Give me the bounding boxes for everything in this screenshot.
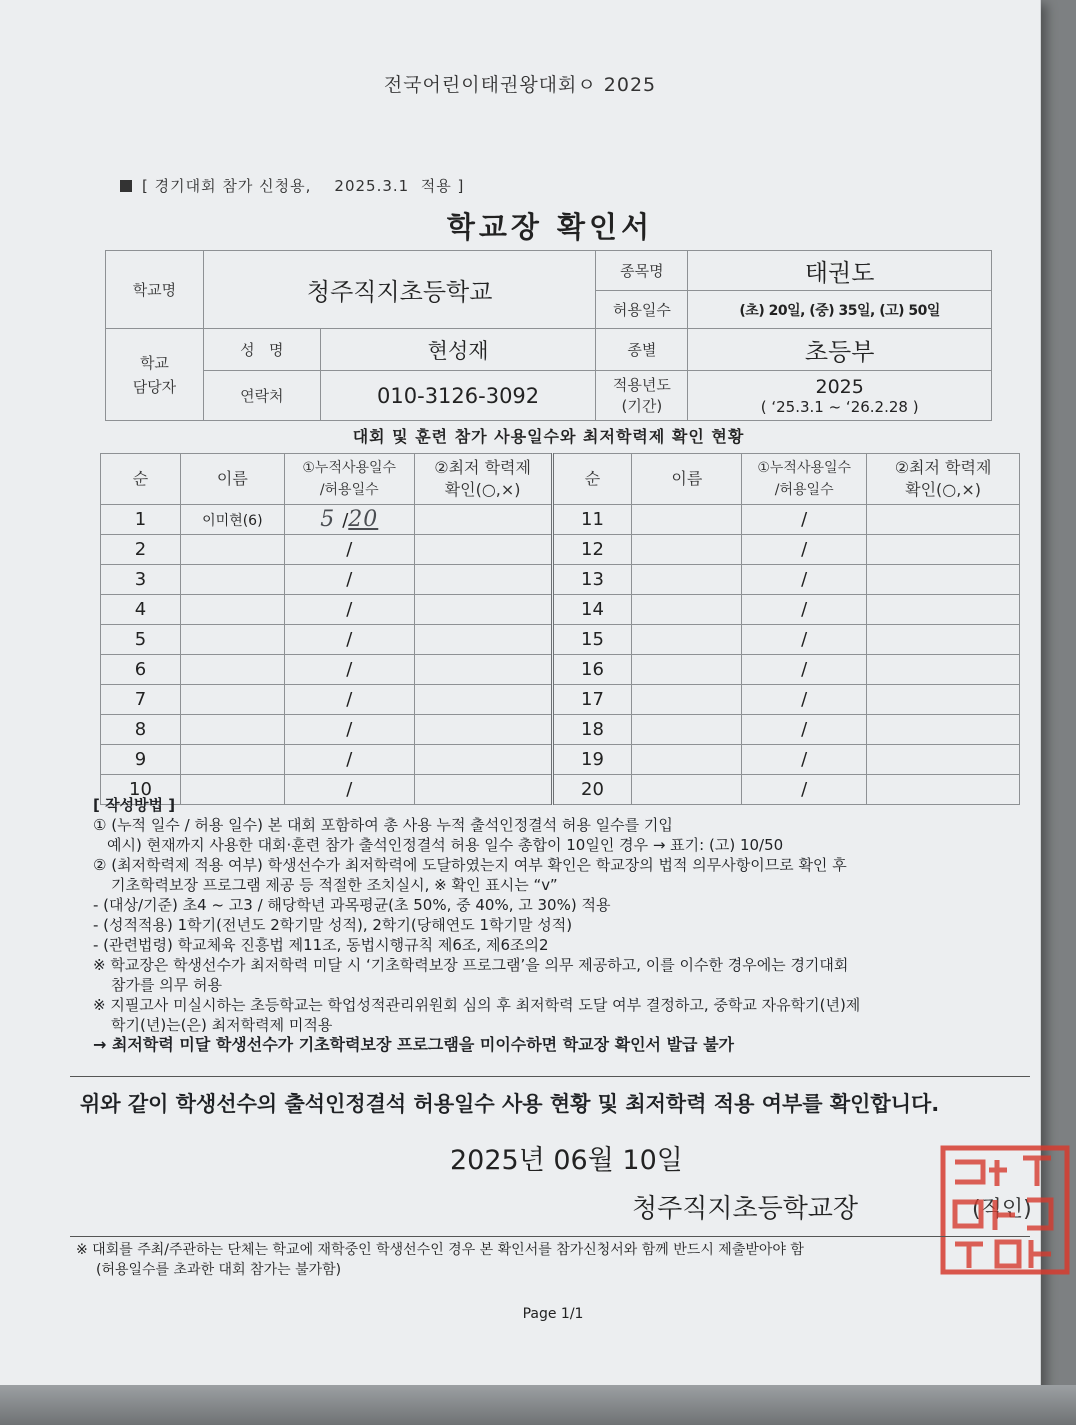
table-row: [101, 505, 1020, 535]
row-name: [180, 745, 284, 775]
row-number: 1: [101, 505, 181, 535]
table-row: [101, 685, 1020, 715]
meeting-title: 전국어린이태권왕대회ㅇ 2025: [383, 74, 657, 96]
row-days: /: [742, 745, 867, 775]
row-check: [414, 565, 552, 595]
divider: [70, 1236, 1030, 1237]
row-check: [867, 715, 1020, 745]
row-days: /: [284, 625, 414, 655]
row-days: /: [742, 715, 867, 745]
row-days: [284, 505, 414, 535]
form-note-text: [ 경기대회 참가 신청용, 2025.3.1 적용 ]: [142, 177, 465, 195]
school-name: 청주직지초등학교: [203, 251, 596, 329]
row-check: [867, 745, 1020, 775]
instruction-line: ※ 지필고사 미실시하는 초등학교는 학업성적관리위원회 심의 후 최저학력 도달 여부 결정하고, 중학교 자유학기(년)제: [93, 996, 861, 1014]
footnote: [76, 1240, 804, 1280]
row-days: /: [284, 595, 414, 625]
instruction-line: ※ 학교장은 학생선수가 최저학력 미달 시 ‘기초학력보장 프로그램’을 의무 제공하고, 이를 이수한 경우에는 경기대회: [93, 956, 849, 974]
row-check: [414, 505, 552, 535]
row-days: /: [742, 505, 867, 535]
row-check: [414, 595, 552, 625]
row-name: [632, 595, 742, 625]
name-value: 현성재: [320, 329, 596, 371]
row-name: [632, 505, 742, 535]
instruction-line: ② (최저학력제 적용 여부) 학생선수가 최저학력에 도달하였는지 여부 확인은 학교장의 법적 의무사항이므로 확인 후: [93, 856, 847, 874]
footnote-line: (허용일수를 초과한 대회 참가는 불가함): [96, 1262, 342, 1278]
row-name: [632, 655, 742, 685]
row-check: [867, 535, 1020, 565]
manager-label: 학교 담당자: [106, 329, 204, 421]
row-name: [180, 685, 284, 715]
row-name: 이미현(6): [180, 505, 284, 535]
row-number: 11: [552, 505, 632, 535]
status-table-body: [101, 505, 1020, 805]
row-number: 16: [552, 655, 632, 685]
row-check: [414, 745, 552, 775]
row-number: 18: [552, 715, 632, 745]
row-number: 6: [101, 655, 181, 685]
confirm-statement: 위와 같이 학생선수의 출석인정결석 허용일수 사용 현황 및 최저학력 적용 여부를 확인합니다.: [80, 1092, 940, 1116]
row-check: [867, 595, 1020, 625]
row-days: /: [284, 535, 414, 565]
row-name: [632, 685, 742, 715]
row-number: 13: [552, 565, 632, 595]
allowed-days-label: 허용일수: [596, 291, 688, 329]
row-name: [632, 625, 742, 655]
table-row: [101, 655, 1020, 685]
row-name: [180, 565, 284, 595]
row-name: [632, 535, 742, 565]
row-name: [632, 745, 742, 775]
background-surface: [0, 1385, 1076, 1425]
instruction-line: 참가를 의무 허용: [111, 976, 222, 994]
header-days-left: ①누적사용일수 /허용일수: [284, 454, 414, 505]
row-number: 7: [101, 685, 181, 715]
instruction-line: ① (누적 일수 / 허용 일수) 본 대회 포함하여 총 사용 누적 출석인정결석 허용 일수를 기입: [93, 816, 673, 834]
row-name: [180, 595, 284, 625]
header-no-right: 순: [552, 454, 632, 505]
year-cell: [688, 371, 992, 421]
instructions: [93, 795, 1053, 1055]
divider: [70, 1076, 1030, 1077]
document-title: 학교장 확인서: [446, 210, 654, 244]
row-check: [414, 535, 552, 565]
row-days: /: [742, 775, 867, 805]
handwritten-allowed-days: 20: [348, 507, 379, 532]
table-row: [101, 595, 1020, 625]
row-name: [180, 625, 284, 655]
table-row: [101, 565, 1020, 595]
slash-separator: /: [342, 510, 349, 531]
row-days: /: [742, 685, 867, 715]
footnote-line: ※ 대회를 주최/주관하는 단체는 학교에 재학중인 학생선수인 경우 본 확인서를 참가신청서와 함께 반드시 제출받아야 함: [76, 1242, 804, 1258]
row-days: /: [284, 655, 414, 685]
row-check: [414, 685, 552, 715]
row-number: 20: [552, 775, 632, 805]
row-days: /: [742, 565, 867, 595]
row-name: [632, 565, 742, 595]
division-label: 종별: [596, 329, 688, 371]
header-name-right: 이름: [632, 454, 742, 505]
instruction-line: 학기(년)는(은) 최저학력제 미적용: [111, 1016, 333, 1034]
period-value: ( ‘25.3.1 ~ ‘26.2.28 ): [760, 397, 919, 416]
row-days: /: [284, 715, 414, 745]
row-check: [867, 655, 1020, 685]
instruction-line: 예시) 현재까지 사용한 대회·훈련 참가 출석인정결석 허용 일수 총합이 10일인 경우 → 표기: (고) 10/50: [107, 836, 784, 854]
row-name: [632, 715, 742, 745]
row-days: /: [284, 685, 414, 715]
instructions-heading: [ 작성방법 ]: [93, 796, 176, 814]
row-number: 2: [101, 535, 181, 565]
row-check: [414, 655, 552, 685]
year-value: 2025: [815, 375, 864, 398]
row-days: /: [742, 595, 867, 625]
row-number: 5: [101, 625, 181, 655]
row-number: 9: [101, 745, 181, 775]
handwritten-used-days: 5: [320, 507, 343, 532]
row-number: 12: [552, 535, 632, 565]
row-check: [414, 625, 552, 655]
signer-name: 청주직지초등학교장: [632, 1194, 859, 1224]
row-name: [180, 655, 284, 685]
instruction-line: - (대상/기준) 초4 ~ 고3 / 해당학년 과목평균(초 50%, 중 40%, 고 30%) 적용: [93, 896, 611, 914]
contact-label: 연락처: [203, 371, 320, 421]
row-days: /: [742, 655, 867, 685]
row-number: 8: [101, 715, 181, 745]
row-check: [867, 505, 1020, 535]
table-row: [101, 535, 1020, 565]
status-title: 대회 및 훈련 참가 사용일수와 최저학력제 확인 현황: [352, 427, 745, 446]
row-days: /: [284, 745, 414, 775]
contact-value: 010-3126-3092: [320, 371, 596, 421]
form-note: [120, 175, 464, 196]
row-check: [867, 685, 1020, 715]
division-value: 초등부: [688, 329, 992, 371]
row-number: 14: [552, 595, 632, 625]
table-row: [101, 715, 1020, 745]
instruction-line: 기초학력보장 프로그램 제공 등 적절한 조치실시, ※ 확인 표시는 “v”: [111, 876, 558, 894]
square-bullet-icon: [120, 180, 132, 192]
row-check: [867, 625, 1020, 655]
row-days: /: [742, 625, 867, 655]
header-check-left: ②최저 학력제 확인(○,×): [414, 454, 552, 505]
header-check-right: ②최저 학력제 확인(○,×): [867, 454, 1020, 505]
header-name-left: 이름: [180, 454, 284, 505]
row-days: /: [742, 535, 867, 565]
allowed-days-value: (초) 20일, (중) 35일, (고) 50일: [688, 291, 992, 329]
school-label: 학교명: [106, 251, 204, 329]
row-check: [414, 715, 552, 745]
row-name: [180, 535, 284, 565]
seal-word: (직인): [972, 1197, 1032, 1222]
row-name: [180, 715, 284, 745]
instruction-line: - (관련법령) 학교체육 진흥법 제11조, 동법시행규칙 제6조, 제6조의2: [93, 936, 549, 954]
page-number: Page 1/1: [522, 1306, 584, 1322]
table-row: [101, 745, 1020, 775]
header-days-right: ①누적사용일수 /허용일수: [742, 454, 867, 505]
row-check: [867, 565, 1020, 595]
row-number: 19: [552, 745, 632, 775]
year-label: 적용년도 (기간): [596, 371, 688, 421]
event-label: 종목명: [596, 251, 688, 291]
row-number: 10: [101, 775, 181, 805]
instruction-line: - (성적적용) 1학기(전년도 2학기말 성적), 2학기(당해연도 1학기말 성적): [93, 916, 573, 934]
status-table: [100, 453, 1020, 805]
row-number: 17: [552, 685, 632, 715]
row-days: /: [284, 775, 414, 805]
instruction-line: → 최저학력 미달 학생선수가 기초학력보장 프로그램을 미이수하면 학교장 확인서 발급 불가: [93, 1035, 734, 1054]
table-row: [101, 625, 1020, 655]
event-value: 태권도: [688, 251, 992, 291]
row-days: /: [284, 565, 414, 595]
header-no-left: 순: [101, 454, 181, 505]
row-number: 4: [101, 595, 181, 625]
name-label: 성 명: [203, 329, 320, 371]
row-number: 3: [101, 565, 181, 595]
info-table: [105, 250, 992, 421]
official-seal-stamp: [935, 1140, 1075, 1280]
issue-date: 2025년 06월 10일: [450, 1145, 683, 1176]
row-number: 15: [552, 625, 632, 655]
